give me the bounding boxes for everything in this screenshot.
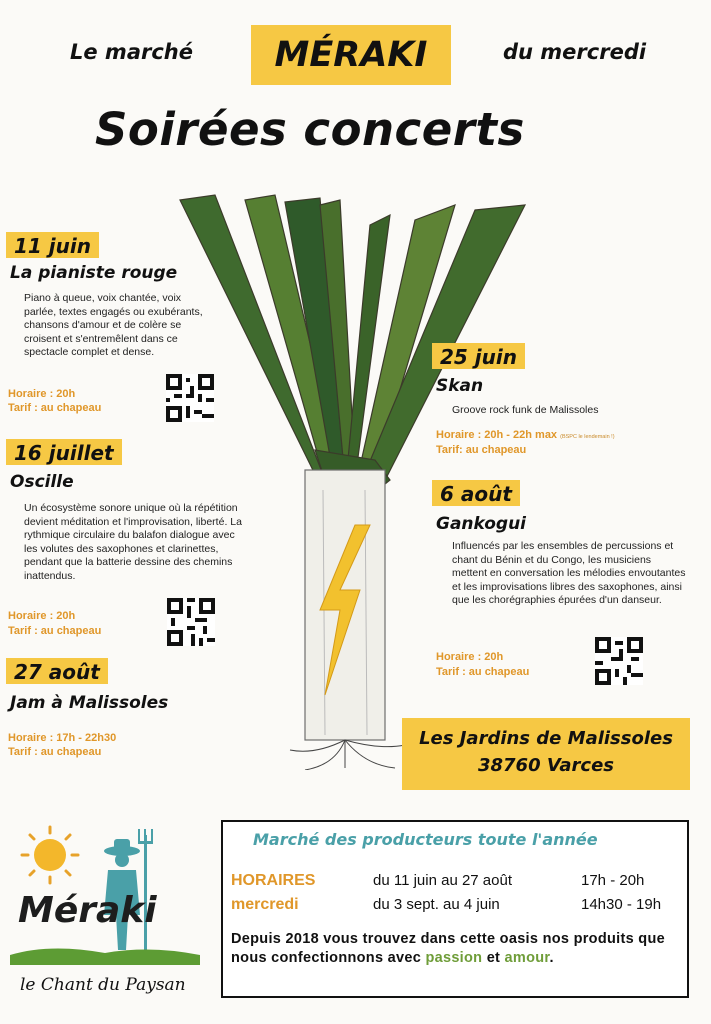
qr-code[interactable] [595, 637, 643, 685]
event-schedule: Horaire : 20h [8, 610, 76, 622]
event-schedule [436, 428, 615, 444]
time-summer: 17h - 20h [581, 872, 645, 889]
event-name: Oscille [10, 472, 74, 492]
event-description: Un écosystème sonore unique où la répétition devient méditation et l'improvisation, liberté. La rythmique circulaire du balafon dialogue avec les volutes des saxophones et clarinettes, pendant que la batterie dessine des chemins inattendus. [24, 502, 242, 582]
event-schedule-text: Horaire : 20h - 22h max [436, 429, 558, 441]
day-label: mercredi [231, 896, 299, 913]
leek-illustration [175, 180, 530, 770]
end-punctuation: . [549, 950, 554, 966]
event-name: La pianiste rouge [10, 263, 178, 283]
event-schedule: Horaire : 20h [436, 651, 504, 663]
event-date: 6 août [432, 480, 520, 506]
market-description [231, 930, 683, 968]
description-text: Depuis 2018 vous trouvez dans cette oasis nos produits que nous confectionnons avec [231, 931, 665, 966]
and-word: et [486, 950, 501, 966]
amour-word: amour [504, 950, 550, 966]
market-info-box [221, 820, 689, 998]
event-price: Tarif : au chapeau [8, 402, 102, 414]
event-price: Tarif: au chapeau [436, 444, 527, 456]
brand-box [251, 25, 451, 85]
market-title: Marché des producteurs toute l'année [253, 830, 598, 849]
header-right: du mercredi [503, 40, 647, 64]
page-title: Soirées concerts [95, 103, 525, 156]
time-winter: 14h30 - 19h [581, 896, 662, 913]
event-date: 11 juin [6, 232, 99, 258]
period-winter: du 3 sept. au 4 juin [373, 896, 500, 913]
event-name: Jam à Malissoles [10, 693, 169, 713]
period-summer: du 11 juin au 27 août [373, 872, 513, 889]
event-price: Tarif : au chapeau [8, 625, 102, 637]
event-name: Gankogui [436, 514, 527, 534]
event-date: 25 juin [432, 343, 525, 369]
event-description: Piano à queue, voix chantée, voix parlée, textes engagés ou exubérants, chansons d'amour et de colère se croisent et s'entremêlent dans ce spectacle complet et dense. [24, 292, 203, 359]
event-note: (BSPC le lendemain !) [560, 434, 615, 440]
event-date: 27 août [6, 658, 108, 684]
qr-code-icon [166, 374, 214, 422]
sun-icon [22, 827, 78, 883]
event-schedule: Horaire : 20h [8, 388, 76, 400]
qr-code[interactable] [167, 598, 215, 646]
logo-tagline: le Chant du Paysan [20, 975, 186, 995]
event-schedule: Horaire : 17h - 22h30 [8, 732, 117, 744]
event-description: Influencés par les ensembles de percussions et chant du Bénin et du Congo, les musiciens mettent en conversation les mélodies envoutantes et les improvisations libres des saxophones, ainsi que les chorégraphies épurées d'un danseur. [452, 540, 686, 607]
event-date: 16 juillet [6, 439, 122, 465]
qr-code-icon [167, 598, 215, 646]
venue-postcode: 38760 Varces [477, 755, 615, 776]
header-left: Le marché [70, 40, 193, 64]
brand-title: MÉRAKI [274, 35, 428, 75]
event-name: Skan [436, 376, 484, 396]
qr-code-icon [595, 637, 643, 685]
qr-code[interactable] [166, 374, 214, 422]
venue-name: Les Jardins de Malissoles [419, 728, 673, 749]
grass-icon [10, 948, 200, 965]
passion-word: passion [425, 950, 483, 966]
logo-name: Méraki [18, 890, 157, 931]
event-price: Tarif : au chapeau [8, 746, 102, 758]
event-description: Groove rock funk de Malissoles [452, 404, 599, 416]
venue-box [402, 718, 690, 790]
horaires-label: HORAIRES [231, 872, 316, 889]
event-price: Tarif : au chapeau [436, 666, 530, 678]
logo [10, 825, 200, 1010]
